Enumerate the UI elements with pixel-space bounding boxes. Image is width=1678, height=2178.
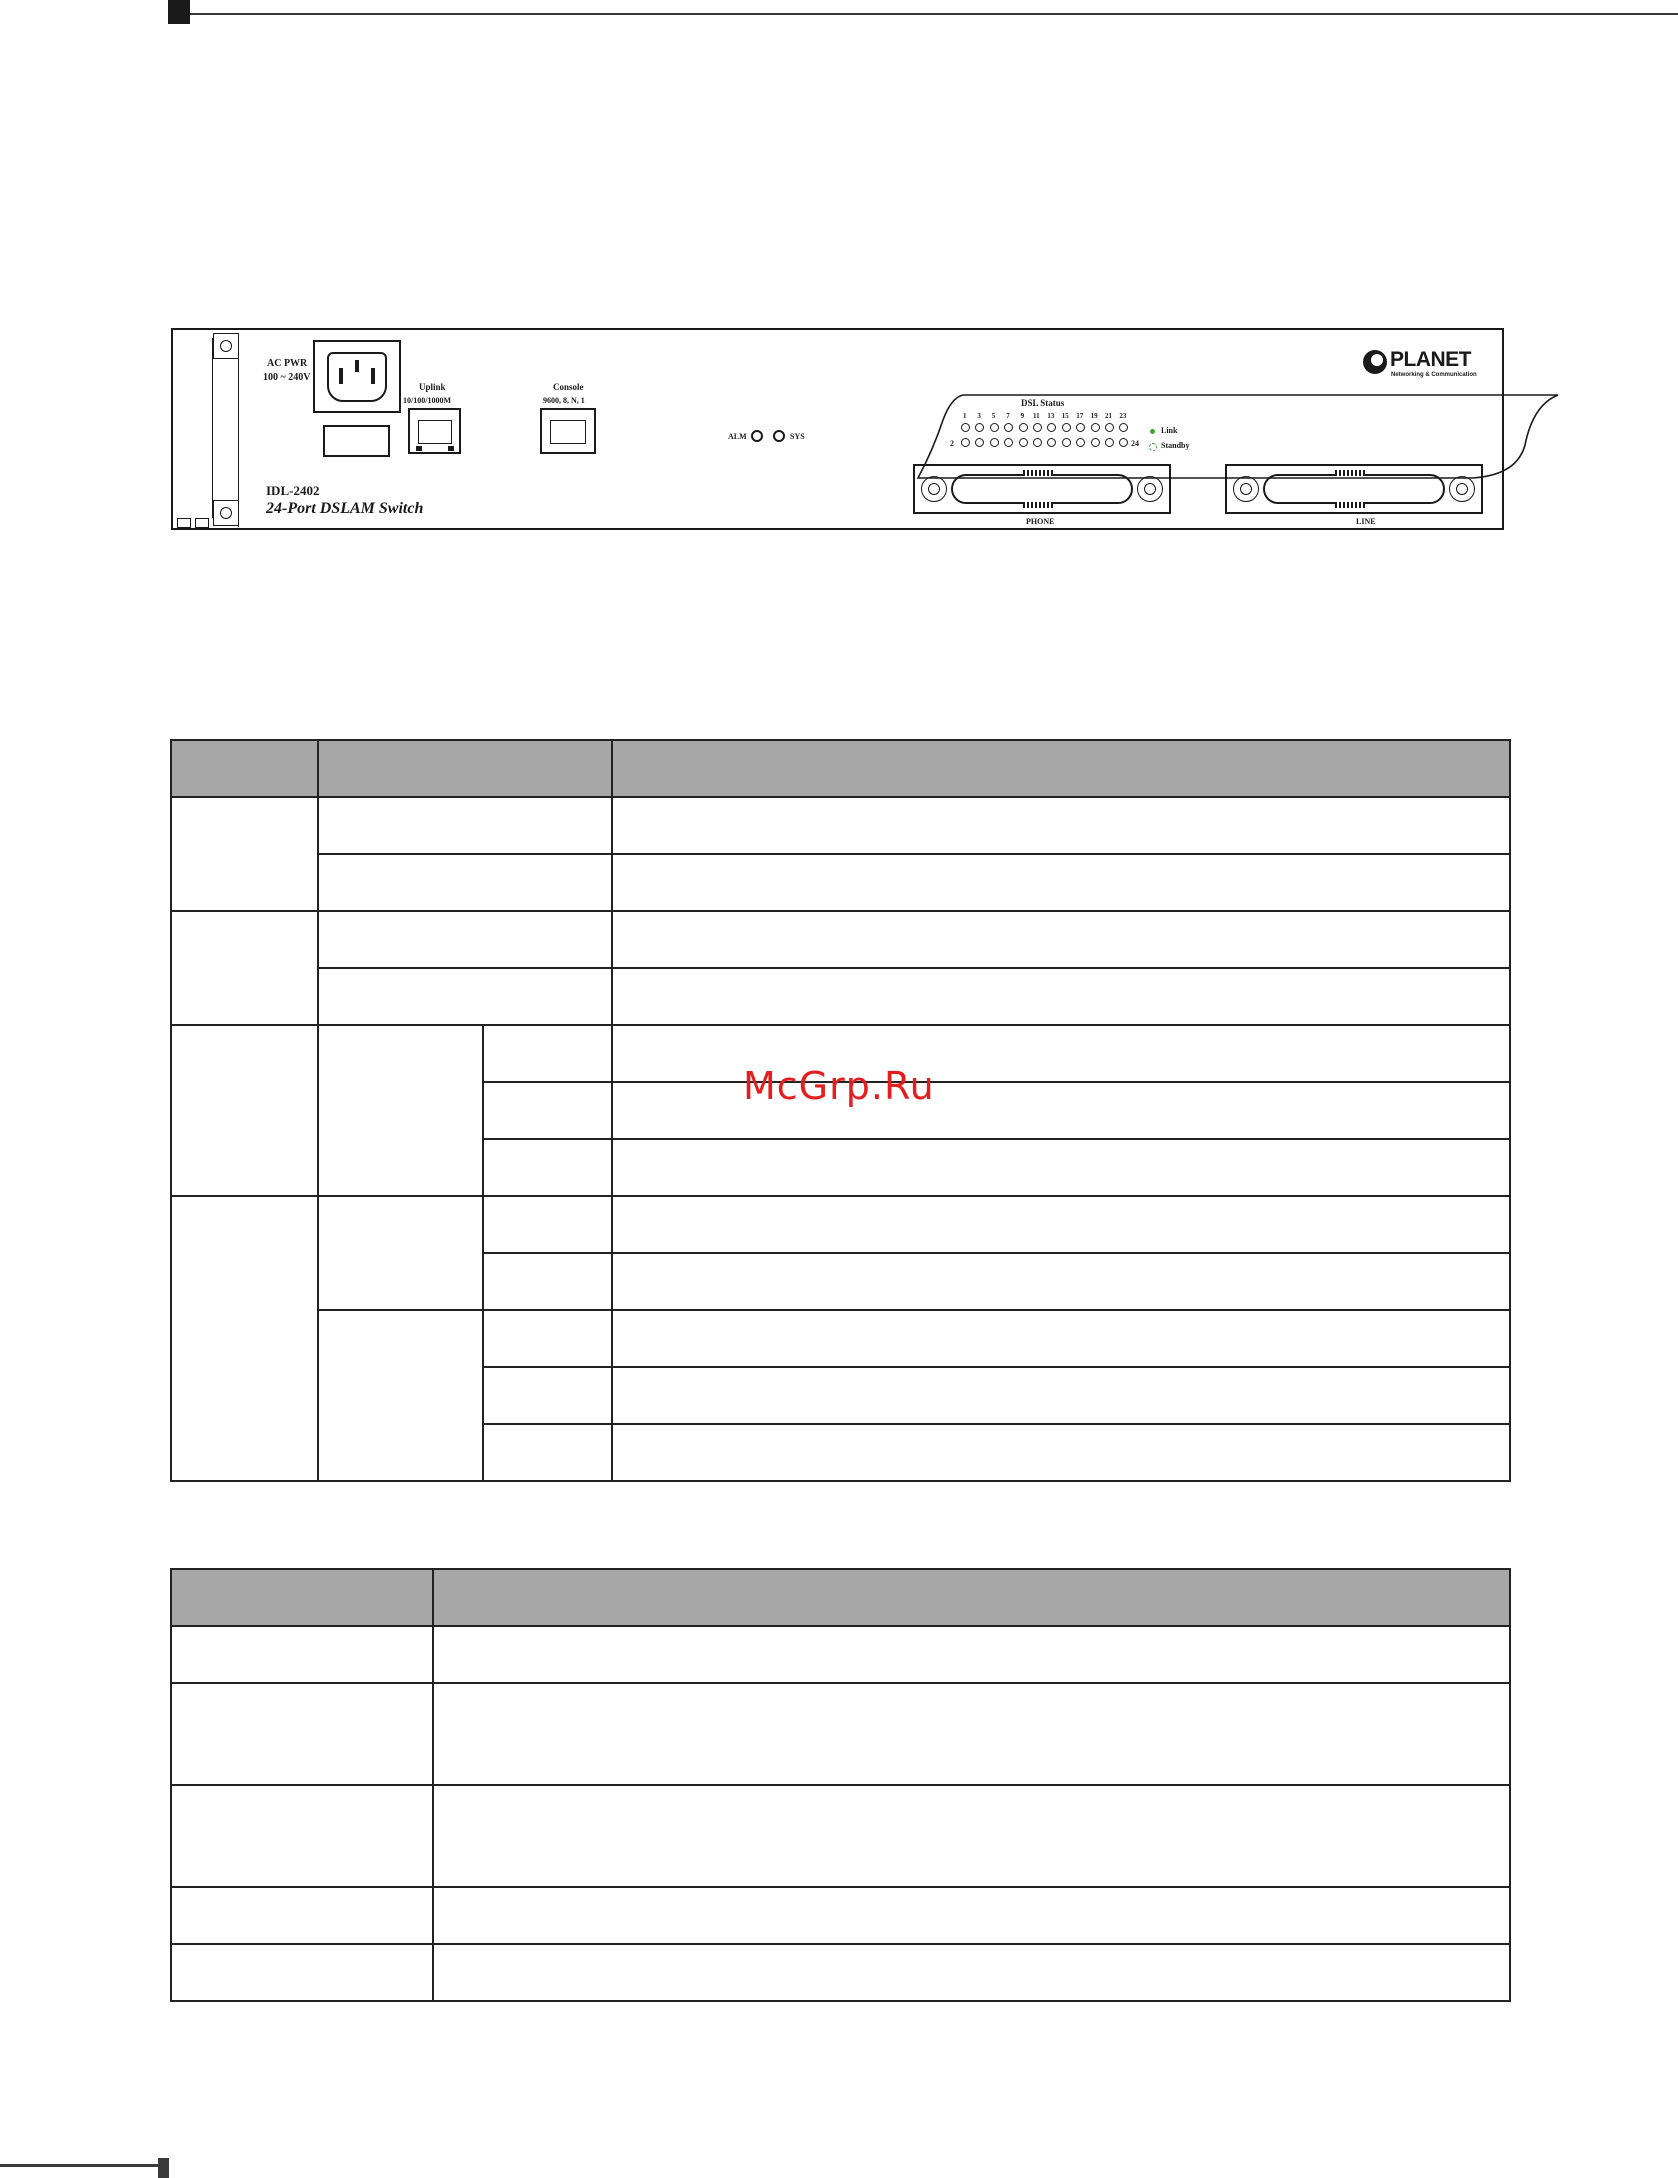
dsl-port-label: 5 [991,412,996,420]
dsl-port-label: 19 [1090,412,1098,420]
dsl-status-label: DSL Status [1021,398,1065,408]
left-bracket-inner [173,338,213,518]
table-cell [318,1025,483,1196]
dsl-port-label: 1 [963,412,967,420]
dsl-port-led [1091,423,1100,432]
dsl-port-led [1105,438,1114,447]
table-row [171,1196,1510,1253]
table-header-cell [318,740,612,797]
table-cell [483,1082,612,1139]
model-number: IDL-2402 [266,483,320,498]
dsl-port-led [1091,438,1100,447]
alm-led [751,430,763,442]
dsl-port-led [990,438,999,447]
table-header-row [171,1569,1510,1626]
console-setting: 9600, 8, N, 1 [543,396,585,405]
table-header-cell [433,1569,1510,1626]
table-header-cell [171,1569,433,1626]
dsl-port-led [1062,423,1071,432]
planet-tagline: Networking & Communication [1391,372,1477,378]
uplink-speed: 10/100/1000M [403,396,451,405]
alm-label: ALM [728,432,747,441]
dsl-port-label: 7 [1006,412,1010,420]
dsl-port-led [1105,423,1114,432]
table-cell [433,1785,1510,1887]
table-cell [612,968,1510,1025]
table-cell [483,1253,612,1310]
dsl-port-label: 13 [1047,412,1055,420]
table-header-row [171,740,1510,797]
table-row [171,911,1510,968]
table-cell [612,1253,1510,1310]
bracket-tab [177,518,191,528]
dsl-port-label: 15 [1061,412,1069,420]
table-cell [171,1683,433,1785]
table-cell [318,911,612,968]
standby-led-icon [1149,443,1157,451]
table-row [171,1683,1510,1785]
watermark-text: McGrp.Ru [743,1064,935,1108]
line-connector [1225,464,1483,514]
table-cell [433,1626,1510,1683]
table-header-cell [612,740,1510,797]
table-cell [171,1626,433,1683]
ac-pwr-label: AC PWR [267,358,308,369]
table-cell [433,1944,1510,2001]
table-cell [612,911,1510,968]
table-cell [171,797,318,911]
table-header-cell [171,740,318,797]
table-cell [318,968,612,1025]
dsl-port-label: 11 [1033,412,1040,420]
table-cell [612,1139,1510,1196]
ac-power-socket-frame [313,340,401,413]
phone-connector [913,464,1171,514]
table-cell [612,1424,1510,1481]
table-row [171,854,1510,911]
table-cell [612,1367,1510,1424]
table-row [171,1944,1510,2001]
port-description-table [170,1568,1511,2002]
table-cell [171,911,318,1025]
product-name: 24-Port DSLAM Switch [266,500,424,517]
dsl-port-led [1019,438,1028,447]
table-cell [318,1310,483,1481]
led-indicator-table [170,739,1511,1482]
sys-label: SYS [790,432,805,441]
table-cell [483,1025,612,1082]
table-cell [171,1944,433,2001]
bracket-screw-bottom-hole [220,507,232,519]
standby-legend-label: Standby [1161,441,1190,450]
table-row [171,1887,1510,1944]
table-cell [171,1025,318,1196]
header-rule [190,13,1678,15]
planet-logo [1363,348,1488,382]
console-rj45-port [540,408,596,454]
dsl-port-led [961,423,970,432]
planet-wordmark: PLANET [1390,348,1471,371]
link-legend-label: Link [1161,426,1178,435]
console-label: Console [553,382,584,392]
table-cell [483,1139,612,1196]
table-cell [612,1196,1510,1253]
dsl-port-led [990,423,999,432]
table-cell [612,1310,1510,1367]
table-cell [171,1887,433,1944]
dsl-port-label: 3 [977,412,981,420]
header-marker [168,0,190,24]
dsl-port-led [1033,438,1042,447]
table-cell [483,1367,612,1424]
table-cell [433,1887,1510,1944]
power-switch [323,425,390,457]
table-cell [612,854,1510,911]
table-cell [171,1785,433,1887]
footer-rule [0,2164,158,2167]
table-cell [318,797,612,854]
table-cell [612,797,1510,854]
power-socket-icon [327,352,387,402]
table-cell [318,854,612,911]
dsl-row2-end: 24 [1131,439,1139,448]
table-cell [171,1196,318,1481]
table-cell [433,1683,1510,1785]
dsl-port-led [1062,438,1071,447]
dsl-port-label: 23 [1119,412,1127,420]
table-cell [318,1196,483,1310]
dsl-port-label: 21 [1105,412,1112,420]
ac-pwr-voltage: 100 ~ 240V [263,372,311,383]
table-row [171,1785,1510,1887]
dsl-port-led [961,438,970,447]
front-panel-illustration [171,328,1504,530]
line-label: LINE [1356,517,1376,526]
table-row [171,797,1510,854]
phone-label: PHONE [1026,517,1055,526]
dsl-port-label: 9 [1020,412,1025,420]
footer-marker [158,2158,169,2178]
table-row [171,1626,1510,1683]
table-row [171,968,1510,1025]
table-cell [483,1196,612,1253]
table-cell [483,1424,612,1481]
dsl-row2-start: 2 [950,439,954,448]
uplink-label: Uplink [419,382,446,392]
table-cell [483,1310,612,1367]
dsl-port-label: 17 [1076,412,1084,420]
bracket-tab [195,518,209,528]
sys-led [773,430,785,442]
bracket-screw-top-hole [220,340,232,352]
dsl-port-led [1033,423,1042,432]
dsl-port-led [1019,423,1028,432]
table-row [171,1310,1510,1367]
uplink-rj45-port [408,408,461,454]
link-led-icon [1150,429,1155,434]
